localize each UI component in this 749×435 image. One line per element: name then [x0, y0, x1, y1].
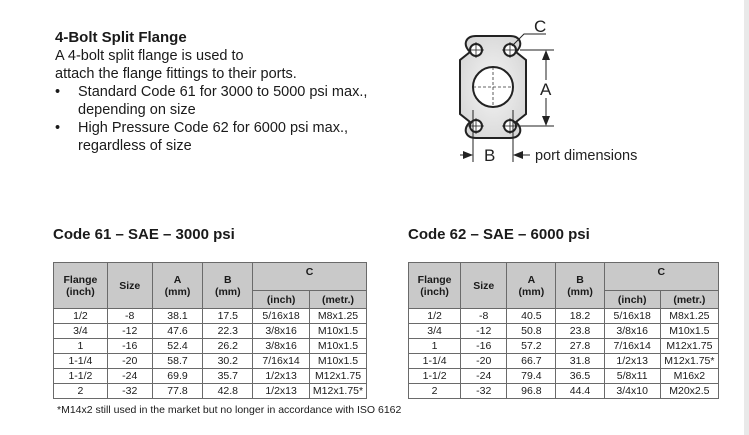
table-row [409, 369, 719, 384]
cell-c-metr: M8x1.25 [310, 309, 367, 324]
header-b [203, 263, 253, 309]
cell-b: 26.2 [203, 339, 253, 354]
b-arrow-right [513, 151, 523, 159]
header-c: C [253, 263, 367, 291]
cell-c-metr: M10x1.5 [310, 324, 367, 339]
intro-line: A 4-bolt split flange is used to [55, 48, 244, 64]
cell-c-inch: 7/16x14 [253, 354, 310, 369]
header-c: C [604, 263, 718, 291]
header-flange-unit: (inch) [420, 285, 449, 298]
bullet-marker: • [55, 120, 61, 136]
table-row [54, 354, 367, 369]
cell-b: 35.7 [203, 369, 253, 384]
b-arrow-left [463, 151, 473, 159]
cell-c-inch: 5/16x18 [253, 309, 310, 324]
table-row [54, 369, 367, 384]
header-a-label: A [527, 273, 536, 286]
page-edge-strip [744, 0, 749, 435]
cell-b: 18.2 [556, 309, 604, 324]
header-flange-unit: (inch) [66, 285, 95, 298]
flange-diagram-svg [440, 12, 740, 172]
cell-c-inch: 5/8x11 [604, 369, 660, 384]
intro-line: attach the flange fittings to their ports. [55, 66, 297, 82]
cell-c-inch: 5/16x18 [604, 309, 660, 324]
cell-c-metr: M10x1.5 [310, 354, 367, 369]
a-arrow-top [542, 50, 550, 60]
bullet-item [55, 83, 405, 119]
bullet-text: Standard Code 61 for 3000 to 5000 psi max., [78, 84, 368, 100]
header-flange-label: Flange [417, 273, 452, 286]
cell-c-metr: M12x1.75* [660, 354, 718, 369]
header-a-label: A [173, 273, 182, 286]
cell-size: -12 [461, 324, 507, 339]
header-c-inch: (inch) [604, 291, 660, 309]
intro-title: 4-Bolt Split Flange [55, 29, 187, 46]
table-row [54, 324, 367, 339]
cell-flange: 3/4 [409, 324, 461, 339]
label-c: C [534, 17, 547, 36]
cell-c-inch: 1/2x13 [253, 384, 310, 399]
cell-a: 79.4 [507, 369, 556, 384]
header-flange [409, 263, 461, 309]
table-row [54, 339, 367, 354]
table-title-code62: Code 62 – SAE – 6000 psi [408, 226, 590, 243]
cell-a: 38.1 [152, 309, 203, 324]
cell-a: 66.7 [507, 354, 556, 369]
header-a [152, 263, 203, 309]
header-b-label: B [224, 273, 232, 286]
table-header-row [409, 263, 719, 291]
cell-a: 69.9 [152, 369, 203, 384]
cell-b: 27.8 [556, 339, 604, 354]
table-row [54, 384, 367, 399]
label-b: B [484, 146, 496, 165]
cell-flange: 1 [54, 339, 108, 354]
cell-b: 23.8 [556, 324, 604, 339]
cell-size: -24 [461, 369, 507, 384]
cell-size: -8 [461, 309, 507, 324]
intro-bullets [55, 83, 405, 155]
cell-c-inch: 1/2x13 [253, 369, 310, 384]
code61-table-body [54, 309, 367, 399]
cell-c-inch: 3/8x16 [253, 339, 310, 354]
header-size: Size [461, 263, 507, 309]
header-c-inch: (inch) [253, 291, 310, 309]
table-title-code61: Code 61 – SAE – 3000 psi [53, 226, 235, 243]
code62-table-body [409, 309, 719, 399]
bullet-text: regardless of size [78, 138, 192, 154]
cell-c-metr: M20x2.5 [660, 384, 718, 399]
cell-flange: 1/2 [54, 309, 108, 324]
header-b [556, 263, 604, 309]
code61-table [53, 262, 367, 399]
cell-c-inch: 3/8x16 [253, 324, 310, 339]
table-row [54, 309, 367, 324]
bullet-text: High Pressure Code 62 for 6000 psi max., [78, 120, 348, 136]
cell-a: 96.8 [507, 384, 556, 399]
table-row [409, 384, 719, 399]
cell-flange: 1-1/4 [54, 354, 108, 369]
cell-c-metr: M12x1.75* [310, 384, 367, 399]
port-circle [473, 67, 513, 107]
header-size: Size [107, 263, 152, 309]
header-flange-label: Flange [63, 273, 98, 286]
cell-size: -12 [107, 324, 152, 339]
intro-section [55, 29, 405, 155]
cell-a: 40.5 [507, 309, 556, 324]
cell-size: -8 [107, 309, 152, 324]
cell-size: -32 [461, 384, 507, 399]
footnote: *M14x2 still used in the market but no longer in accordance with ISO 6162 [57, 404, 402, 416]
header-c-metr: (metr.) [310, 291, 367, 309]
cell-flange: 1-1/2 [409, 369, 461, 384]
code62-table [408, 262, 719, 399]
cell-flange: 1/2 [409, 309, 461, 324]
cell-size: -20 [461, 354, 507, 369]
cell-c-inch: 7/16x14 [604, 339, 660, 354]
cell-c-inch: 1/2x13 [604, 354, 660, 369]
cell-flange: 2 [54, 384, 108, 399]
cell-size: -32 [107, 384, 152, 399]
cell-b: 31.8 [556, 354, 604, 369]
cell-a: 58.7 [152, 354, 203, 369]
cell-c-metr: M16x2 [660, 369, 718, 384]
cell-b: 42.8 [203, 384, 253, 399]
cell-b: 44.4 [556, 384, 604, 399]
label-a: A [540, 80, 552, 99]
table-header-row [54, 263, 367, 291]
table-row [409, 324, 719, 339]
header-a-unit: (mm) [164, 285, 191, 298]
cell-b: 36.5 [556, 369, 604, 384]
cell-flange: 1-1/4 [409, 354, 461, 369]
flange-diagram [440, 12, 740, 172]
header-a [507, 263, 556, 309]
header-c-metr: (metr.) [660, 291, 718, 309]
cell-c-metr: M10x1.5 [660, 324, 718, 339]
cell-flange: 2 [409, 384, 461, 399]
table-row [409, 309, 719, 324]
bullet-marker: • [55, 84, 61, 100]
cell-b: 17.5 [203, 309, 253, 324]
header-b-unit: (mm) [214, 285, 241, 298]
cell-c-metr: M8x1.25 [660, 309, 718, 324]
cell-size: -16 [461, 339, 507, 354]
cell-c-inch: 3/8x16 [604, 324, 660, 339]
table-row [409, 339, 719, 354]
cell-a: 47.6 [152, 324, 203, 339]
header-a-unit: (mm) [518, 285, 545, 298]
port-dimensions-label: port dimensions [535, 148, 638, 164]
header-b-unit: (mm) [567, 285, 593, 298]
a-arrow-bottom [542, 116, 550, 126]
cell-a: 77.8 [152, 384, 203, 399]
cell-c-metr: M12x1.75 [310, 369, 367, 384]
cell-flange: 3/4 [54, 324, 108, 339]
header-b-label: B [576, 273, 584, 286]
bullet-item [55, 119, 405, 155]
cell-a: 57.2 [507, 339, 556, 354]
table-row [409, 354, 719, 369]
cell-c-metr: M10x1.5 [310, 339, 367, 354]
cell-b: 22.3 [203, 324, 253, 339]
cell-c-metr: M12x1.75 [660, 339, 718, 354]
cell-a: 50.8 [507, 324, 556, 339]
header-flange [54, 263, 108, 309]
cell-a: 52.4 [152, 339, 203, 354]
cell-size: -20 [107, 354, 152, 369]
cell-flange: 1-1/2 [54, 369, 108, 384]
cell-size: -16 [107, 339, 152, 354]
cell-c-inch: 3/4x10 [604, 384, 660, 399]
cell-flange: 1 [409, 339, 461, 354]
bullet-text: depending on size [78, 102, 196, 118]
cell-b: 30.2 [203, 354, 253, 369]
cell-size: -24 [107, 369, 152, 384]
